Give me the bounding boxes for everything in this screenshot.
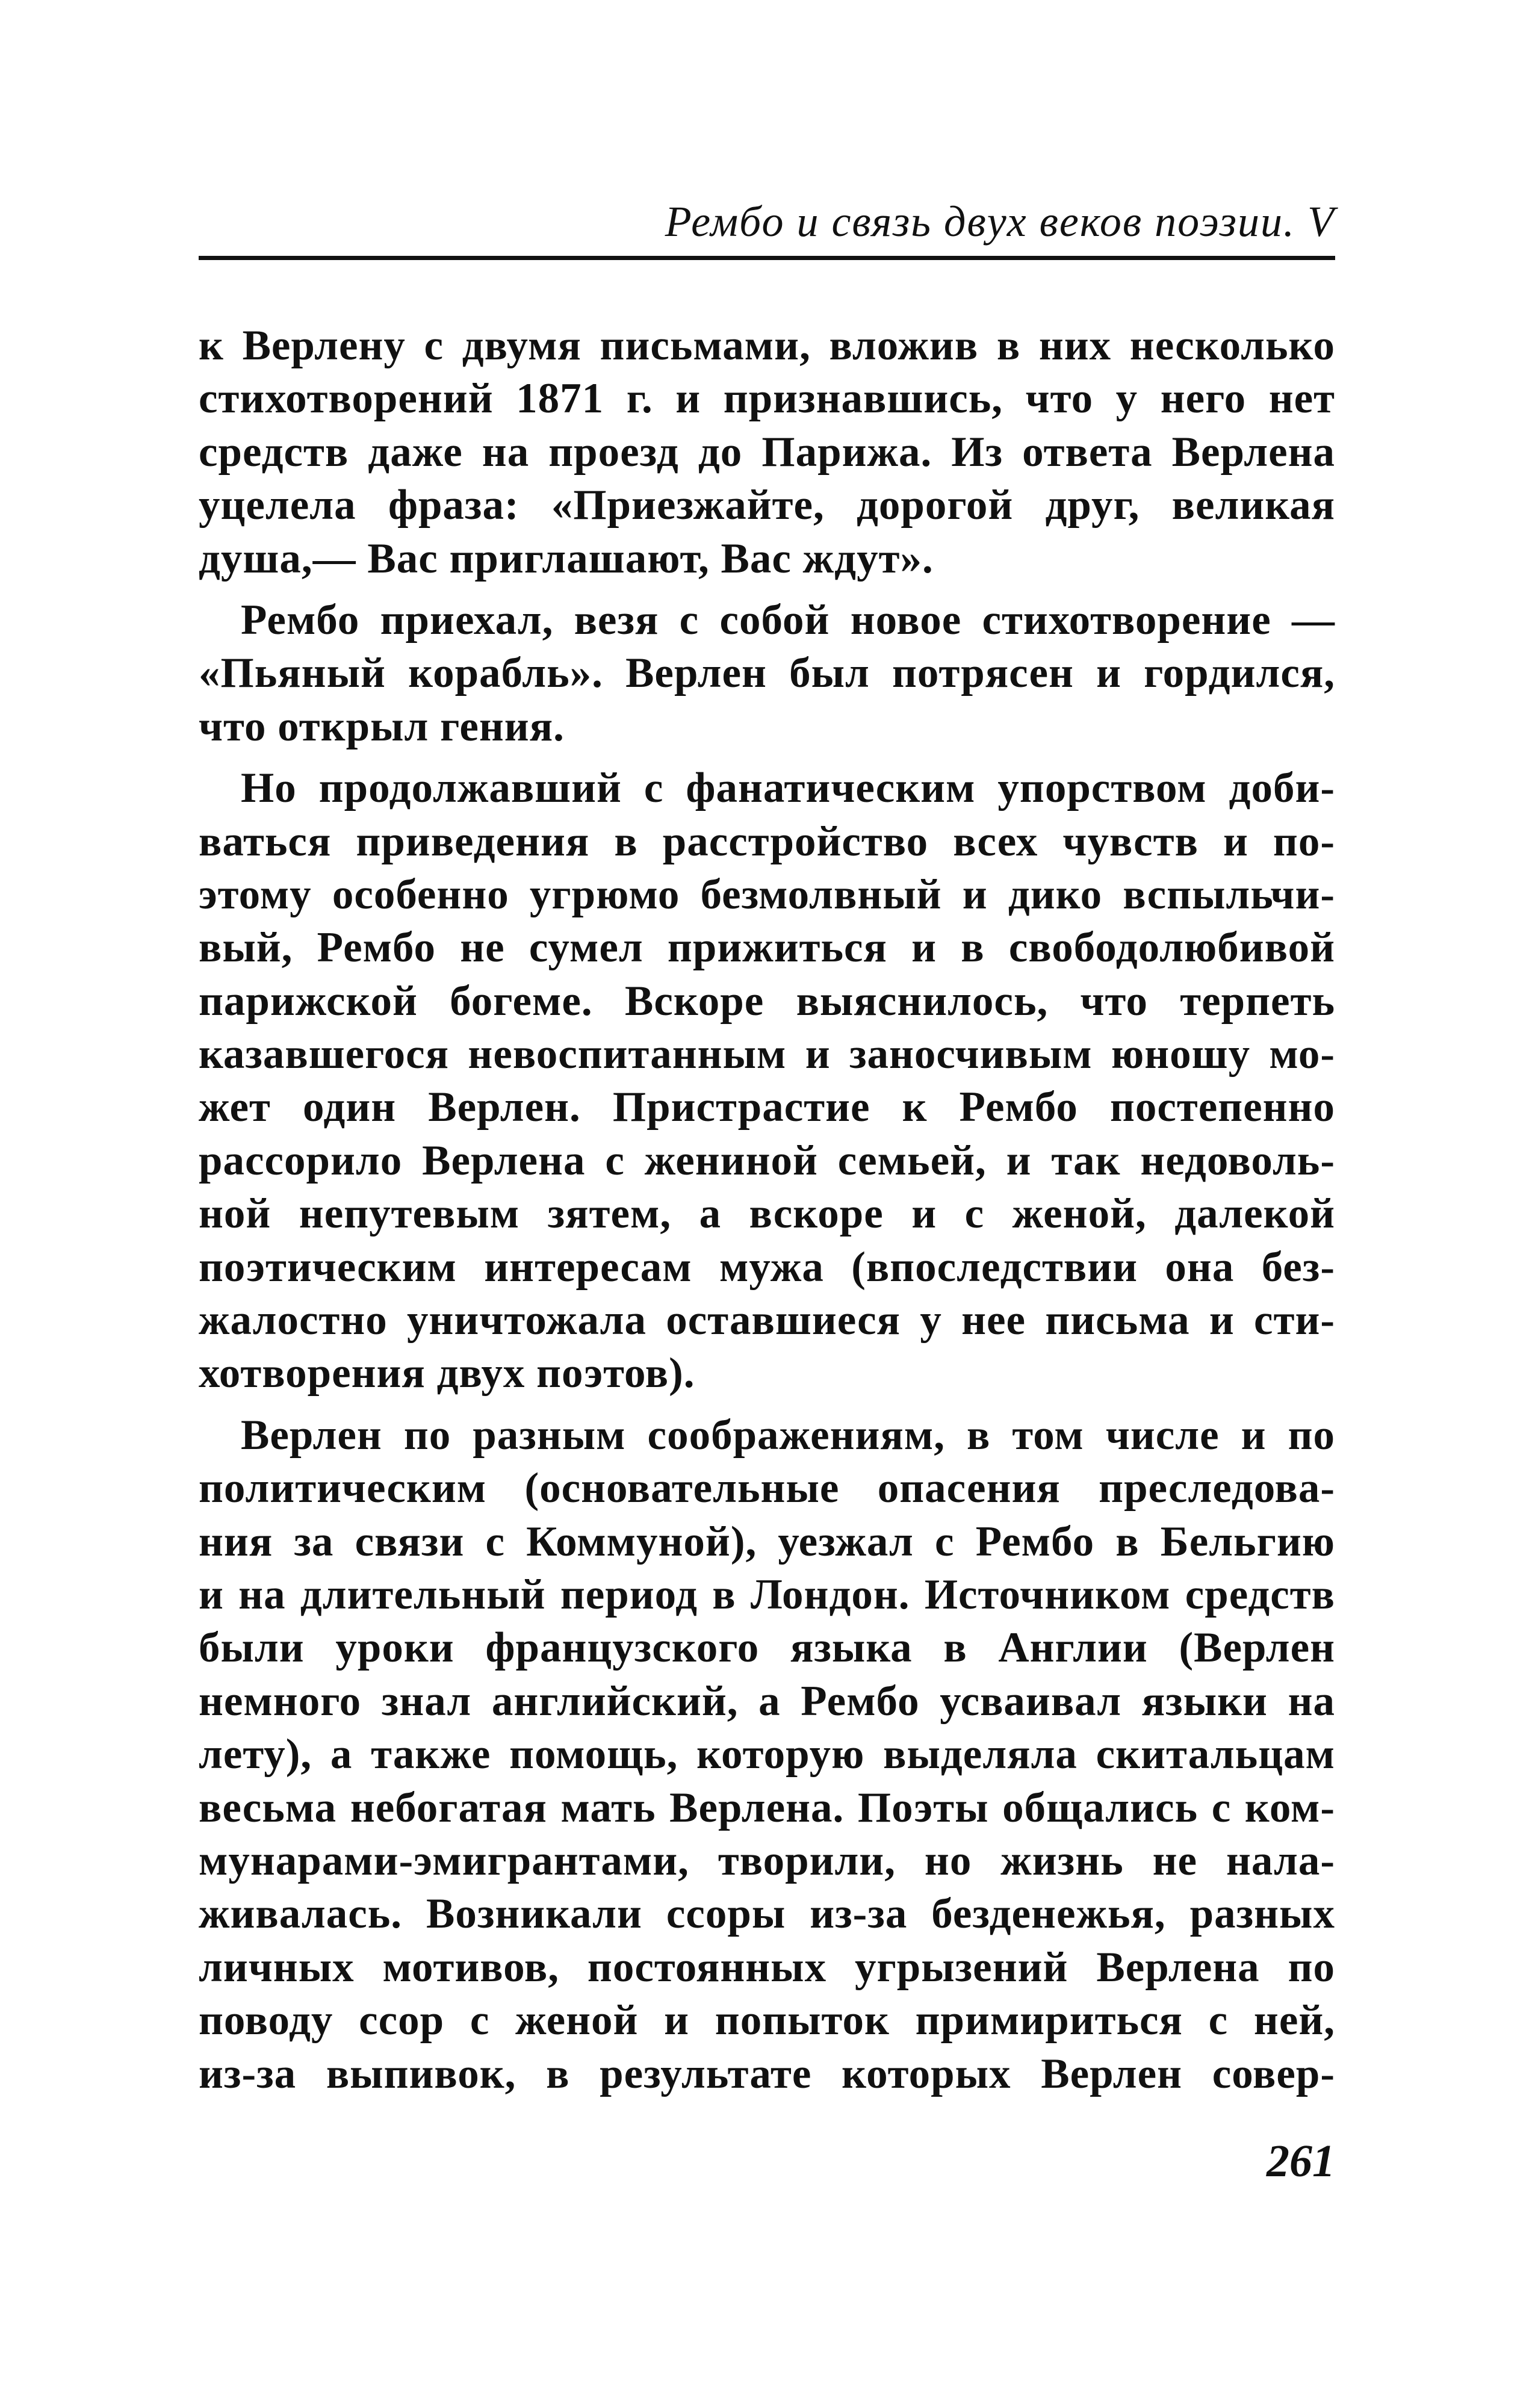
text-line: живалась. Возникали ссоры из-за безденежья, разных (199, 1890, 1335, 1938)
text-line: ной непутевым зятем, а вскоре и с женой, далекой (199, 1190, 1335, 1238)
text-line: душа,— Вас приглашают, Вас ждут». (199, 535, 934, 582)
paragraph-gap (199, 585, 1335, 594)
paragraph-gap (199, 1400, 1335, 1409)
text-line: что открыл гения. (199, 703, 565, 750)
text-line: были уроки французского языка в Англии (Верлен (199, 1624, 1335, 1672)
text-line: уцелела фраза: «Приезжайте, дорогой друг, великая (199, 482, 1335, 529)
running-head: Рембо и связь двух веков поэзии. V (665, 197, 1335, 246)
text-line: и на длительный период в Лондон. Источником средств (199, 1571, 1335, 1618)
text-line: стихотворений 1871 г. и признавшись, что у него нет (199, 375, 1335, 423)
text-line: к Верлену с двумя письмами, вложив в них несколько (199, 322, 1335, 369)
text-line: лету), а также помощь, которую выделяла скитальцам (199, 1731, 1335, 1778)
text-line: рассорило Верлена с жениной семьей, и так недоволь- (199, 1137, 1335, 1184)
text-line: личных мотивов, постоянных угрызений Верлена по (199, 1943, 1335, 1991)
text-line: вый, Рембо не сумел прижиться и в свободолюбивой (199, 924, 1335, 972)
text-line: ния за связи с Коммуной), уезжал с Рембо в Бельгию (199, 1518, 1335, 1565)
paragraph-gap (199, 753, 1335, 762)
text-line: весьма небогатая мать Верлена. Поэты общались с ком- (199, 1784, 1335, 1831)
text-line: ваться приведения в расстройство всех чувств и по- (199, 818, 1335, 865)
text-line: этому особенно угрюмо безмолвный и дико вспыльчи- (199, 870, 1335, 918)
text-line: из-за выпивок, в результате которых Верлен совер- (199, 2050, 1335, 2097)
body-text (199, 319, 1335, 2100)
page-number: 261 (1267, 2136, 1335, 2186)
text-line: хотворения двух поэтов). (199, 1350, 695, 1397)
text-line: жалостно уничтожала оставшиеся у нее письма и сти- (199, 1297, 1335, 1344)
text-line: жет один Верлен. Пристрастие к Рембо постепенно (199, 1084, 1335, 1131)
text-line: казавшегося невоспитанным и заносчивым юношу мо- (199, 1031, 1335, 1078)
text-line: мунарами-эмигрантами, творили, но жизнь не нала- (199, 1837, 1335, 1884)
text-line: Верлен по разным соображениям, в том числе и по (241, 1411, 1335, 1459)
text-line: поэтическим интересам мужа (впоследствии она без- (199, 1243, 1335, 1291)
text-line: немного знал английский, а Рембо усваивал языки на (199, 1677, 1335, 1725)
text-line: парижской богеме. Вскоре выяснилось, что терпеть (199, 977, 1335, 1025)
text-line: «Пьяный корабль». Верлен был потрясен и гордился, (199, 650, 1335, 697)
text-line: политическим (основательные опасения преследова- (199, 1465, 1335, 1512)
header-rule (199, 256, 1335, 260)
text-line: Но продолжавший с фанатическим упорством доби- (241, 765, 1335, 812)
text-line: поводу ссор с женой и попыток примириться с ней, (199, 1997, 1335, 2044)
text-line: средств даже на проезд до Парижа. Из ответа Верлена (199, 428, 1335, 476)
text-line: Рембо приехал, везя с собой новое стихотворение — (241, 596, 1335, 644)
